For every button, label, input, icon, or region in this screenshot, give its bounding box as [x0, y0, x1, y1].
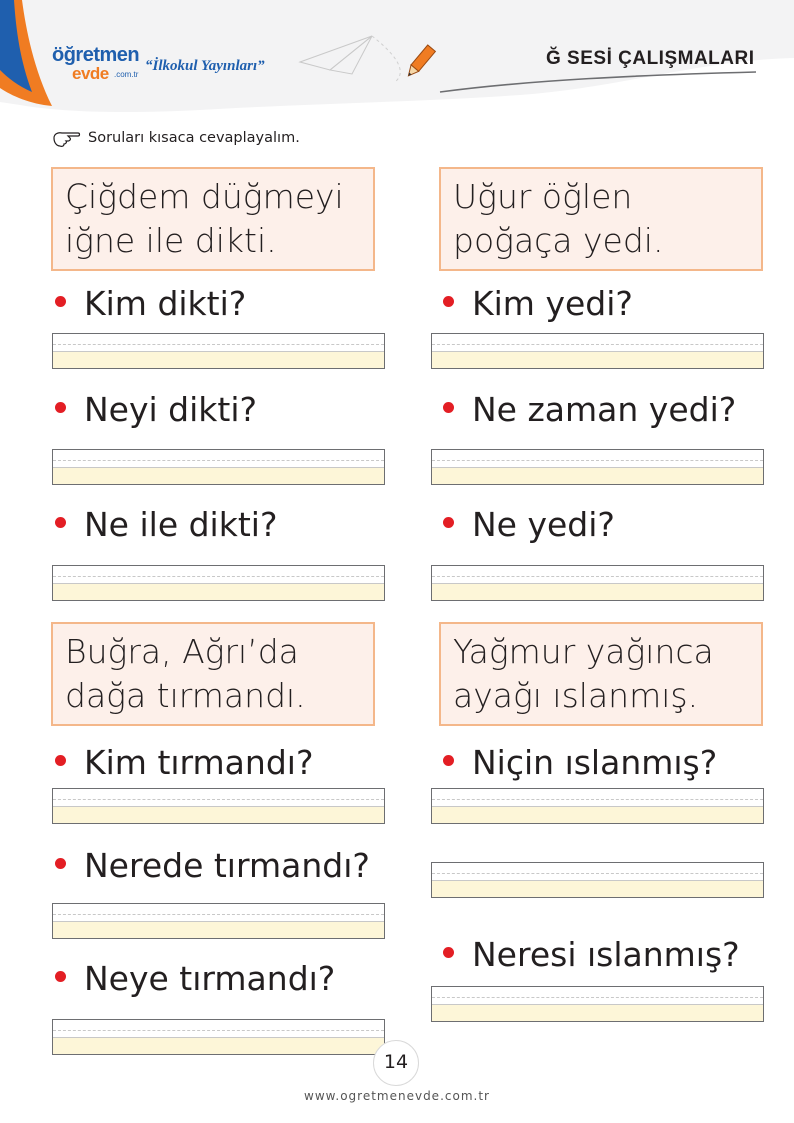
answer-line[interactable] [52, 333, 385, 369]
question [443, 935, 740, 975]
bullet-dot [55, 296, 66, 307]
question [443, 505, 615, 545]
page-title: Ğ SESİ ÇALIŞMALARI [546, 48, 755, 69]
question-text: Neresi ıslanmış? [472, 935, 740, 974]
question [55, 390, 257, 430]
answer-line[interactable] [431, 565, 764, 601]
question-text: Ne zaman yedi? [472, 390, 737, 429]
question [443, 284, 633, 324]
question [55, 284, 246, 324]
publisher-name: “İlkokul Yayınları” [145, 58, 265, 74]
question-text: Neyi dikti? [84, 390, 258, 429]
bullet-dot [55, 971, 66, 982]
story-box-2: Uğur öğlen poğaça yedi. [439, 167, 763, 271]
bullet-dot [443, 755, 454, 766]
story-box-3: Buğra, Ağrı’da dağa tırmandı. [51, 622, 375, 726]
question [55, 505, 277, 545]
story-box-4: Yağmur yağınca ayağı ıslanmış. [439, 622, 763, 726]
answer-line[interactable] [52, 449, 385, 485]
answer-line[interactable] [52, 903, 385, 939]
answer-line[interactable] [431, 449, 764, 485]
logo-domain: .com.tr [114, 70, 139, 79]
question-text: Neye tırmandı? [84, 959, 336, 998]
question [55, 846, 370, 886]
question-text: Ne yedi? [472, 505, 615, 544]
pointing-hand-icon [52, 128, 82, 150]
answer-line[interactable] [52, 565, 385, 601]
bullet-dot [55, 517, 66, 528]
answer-line[interactable] [431, 333, 764, 369]
bullet-dot [443, 402, 454, 413]
answer-line[interactable] [52, 1019, 385, 1055]
bullet-dot [443, 517, 454, 528]
bullet-dot [443, 947, 454, 958]
answer-line[interactable] [431, 862, 764, 898]
question [443, 743, 717, 783]
question [55, 959, 335, 999]
bullet-dot [55, 402, 66, 413]
logo-text-bottom: evde [72, 64, 109, 83]
bullet-dot [443, 296, 454, 307]
question-text: Kim tırmandı? [84, 743, 314, 782]
question-text: Kim dikti? [84, 284, 247, 323]
bullet-dot [55, 755, 66, 766]
question-text: Nerede tırmandı? [84, 846, 370, 885]
answer-line[interactable] [431, 986, 764, 1022]
bullet-dot [55, 858, 66, 869]
page-number: 14 [383, 1051, 409, 1073]
instruction-text: Soruları kısaca cevaplayalım. [88, 130, 300, 146]
question [443, 390, 736, 430]
question-text: Niçin ıslanmış? [472, 743, 718, 782]
question-text: Kim yedi? [472, 284, 633, 323]
logo-text-top: öğretmen [52, 44, 140, 66]
answer-line[interactable] [431, 788, 764, 824]
story-box-1: Çiğdem düğmeyi iğne ile dikti. [51, 167, 375, 271]
pencil-icon [400, 42, 440, 82]
question-text: Ne ile dikti? [84, 505, 278, 544]
answer-line[interactable] [52, 788, 385, 824]
question [55, 743, 313, 783]
website-url: www.ogretmenevde.com.tr [304, 1089, 490, 1103]
